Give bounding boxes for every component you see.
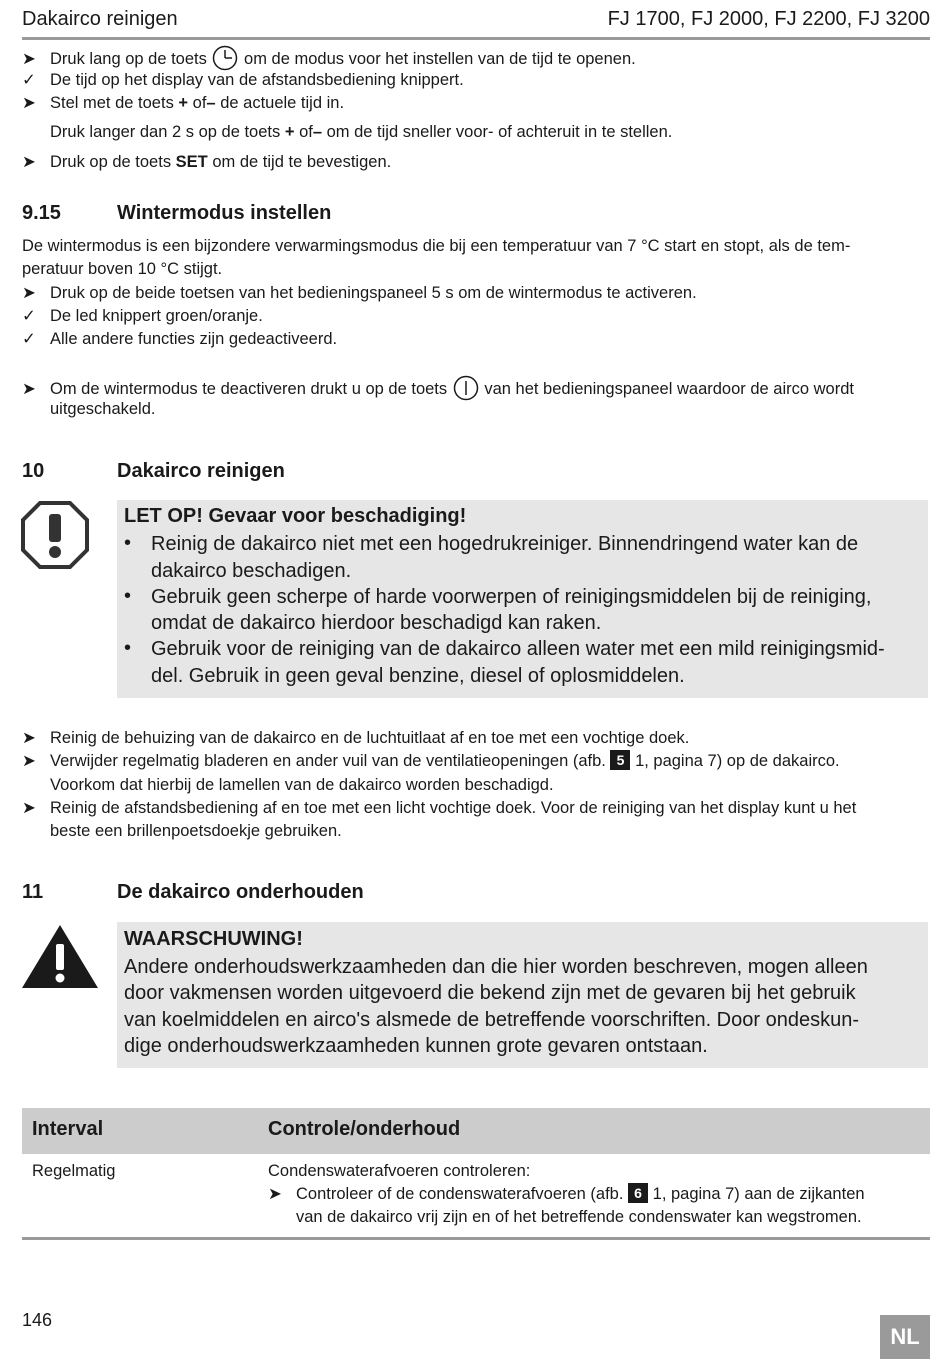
action-marker: ➤ [22, 94, 36, 112]
section-915-intro-2: peratuur boven 10 °C stijgt. [22, 260, 223, 278]
section-915-title: Wintermodus instellen [117, 202, 332, 224]
action-marker: ➤ [22, 380, 36, 398]
action-marker: ➤ [22, 729, 36, 747]
clean-step-1 [22, 727, 689, 750]
table-row-title: Condenswaterafvoeren controleren: [268, 1162, 531, 1180]
notice-item-1-cont: dakairco beschadigen. [151, 560, 352, 582]
figure-badge: 6 [628, 1183, 648, 1203]
time-step-3 [22, 151, 391, 174]
header-divider [22, 37, 930, 40]
section-10-number: 10 [22, 460, 45, 482]
column-check: Controle/onderhoud [268, 1118, 461, 1140]
set-key: SET [175, 153, 208, 171]
result-text: De tijd op het display van de afstandsbediening knippert. [50, 71, 464, 89]
table-row-step [268, 1183, 865, 1206]
step-text: Reinig de behuizing van de dakairco en de luchtuitlaat af en toe met een vochtige doek. [50, 729, 690, 747]
section-10-title: Dakairco reinigen [117, 460, 285, 482]
notice-item-3-cont: del. Gebruik in geen geval benzine, diesel of oplosmiddelen. [151, 665, 685, 687]
note-text: of [299, 123, 313, 141]
clean-step-2-cont: Voorkom dat hierbij de lamellen van de dakairco worden beschadigd. [50, 776, 554, 794]
warning-line-1: Andere onderhoudswerkzaamheden dan die hier worden beschreven, mogen alleen [124, 956, 868, 978]
note-text: Druk langer dan 2 s op de toets [50, 123, 281, 141]
warning-line-2: door vakmensen worden uitgevoerd die bekend zijn met de gevaren bij het gebruik [124, 982, 856, 1004]
minus-key: – [206, 94, 216, 112]
step-text: Reinig de afstandsbediening af en toe met een licht vochtige doek. Voor de reiniging van het display kunt u het [50, 799, 857, 817]
result-marker: ✓ [22, 307, 36, 325]
page-header [22, 8, 930, 36]
step-text: Controleer of de condenswaterafvoeren (afb. [296, 1185, 624, 1203]
notice-item-1: Reinig de dakairco niet met een hogedrukreiniger. Binnendringend water kan de [151, 533, 859, 555]
warning-title: WAARSCHUWING! [124, 928, 303, 950]
table-row-step-cont: van de dakairco vrij zijn en of het betreffende condenswater kan wegstromen. [296, 1208, 862, 1226]
step-text: 1, pagina 7) op de dakairco. [635, 752, 840, 770]
step-text: of [192, 94, 207, 112]
plus-key: + [284, 123, 295, 141]
header-models: FJ 1700, FJ 2000, FJ 2200, FJ 3200 [607, 8, 930, 30]
time-step-1 [22, 45, 636, 71]
clean-step-2 [22, 750, 840, 773]
plus-key: + [178, 94, 189, 112]
winter-step-1 [22, 282, 697, 305]
header-section-title: Dakairco reinigen [22, 8, 178, 30]
table-row-interval: Regelmatig [32, 1162, 116, 1180]
section-915-intro-1: De wintermodus is een bijzondere verwarmingsmodus die bij een temperatuur van 7 °C start en stopt, als de tem- [22, 237, 851, 255]
step-text: Verwijder regelmatig bladeren en ander vuil van de ventilatieopeningen (afb. [50, 752, 606, 770]
step-text: de actuele tijd in. [220, 94, 345, 112]
action-marker: ➤ [22, 153, 36, 171]
notice-title: LET OP! Gevaar voor beschadiging! [124, 505, 467, 527]
page-number: 146 [22, 1310, 53, 1330]
section-11-title: De dakairco onderhouden [117, 881, 364, 903]
column-interval: Interval [32, 1118, 104, 1140]
result-marker: ✓ [22, 330, 36, 348]
action-marker: ➤ [22, 284, 36, 302]
action-marker: ➤ [22, 799, 36, 817]
notice-item-2-cont: omdat de dakairco hierdoor beschadigd kan raken. [151, 612, 602, 634]
step-text: Druk op de beide toetsen van het bedieningspaneel 5 s om de wintermodus te activeren. [50, 284, 697, 302]
step-text: Om de wintermodus te deactiveren drukt u op de toets [50, 380, 448, 398]
language-tab: NL [880, 1315, 930, 1359]
table-bottom-rule [22, 1237, 930, 1240]
minus-key: – [312, 123, 323, 141]
notice-item-3: Gebruik voor de reiniging van de dakairco alleen water met een mild reinigingsmid- [151, 638, 885, 660]
step-text: Druk op de toets [50, 153, 172, 171]
result-text: De led knippert groen/oranje. [50, 307, 263, 325]
power-icon [453, 375, 479, 401]
winter-result-2 [22, 328, 337, 351]
figure-badge: 5 [610, 750, 630, 770]
section-11-number: 11 [22, 881, 44, 903]
clock-icon [212, 45, 238, 71]
action-marker: ➤ [22, 50, 36, 68]
time-result-1 [22, 69, 464, 92]
action-marker: ➤ [268, 1185, 282, 1203]
step-text: 1, pagina 7) aan de zijkanten [652, 1185, 865, 1203]
warning-icon [20, 922, 100, 992]
bullet-marker: • [124, 585, 132, 607]
notice-icon [20, 500, 90, 570]
clean-step-3-cont: beste een brillenpoetsdoekje gebruiken. [50, 822, 342, 840]
clean-step-3 [22, 797, 856, 820]
step-text: om de modus voor het instellen van de tijd te openen. [244, 50, 636, 68]
notice-item-2: Gebruik geen scherpe of harde voorwerpen of reinigingsmiddelen bij de reiniging, [151, 586, 872, 608]
step-text: van het bedieningspaneel waardoor de airco wordt [484, 380, 854, 398]
note-text: om de tijd sneller voor- of achteruit in te stellen. [326, 123, 673, 141]
bullet-marker: • [124, 532, 132, 554]
result-marker: ✓ [22, 71, 36, 89]
result-text: Alle andere functies zijn gedeactiveerd. [50, 330, 338, 348]
time-note [50, 121, 672, 144]
bullet-marker: • [124, 637, 132, 659]
action-marker: ➤ [22, 752, 36, 770]
step-text: Druk lang op de toets [50, 50, 207, 68]
step-text: om de tijd te bevestigen. [212, 153, 392, 171]
winter-result-1 [22, 305, 263, 328]
warning-line-3: van koelmiddelen en airco's alsmede de betreffende voorschriften. Door ondeskun- [124, 1009, 859, 1031]
maintenance-table-header [22, 1108, 930, 1154]
section-915-number: 9.15 [22, 202, 61, 224]
step-text: Stel met de toets [50, 94, 174, 112]
time-step-2 [22, 92, 344, 115]
notice-box [117, 500, 928, 698]
warning-line-4: dige onderhoudswerkzaamheden kunnen grote gevaren ontstaan. [124, 1035, 708, 1057]
winter-step-2-cont: uitgeschakeld. [50, 400, 156, 418]
warning-box [117, 922, 928, 1068]
